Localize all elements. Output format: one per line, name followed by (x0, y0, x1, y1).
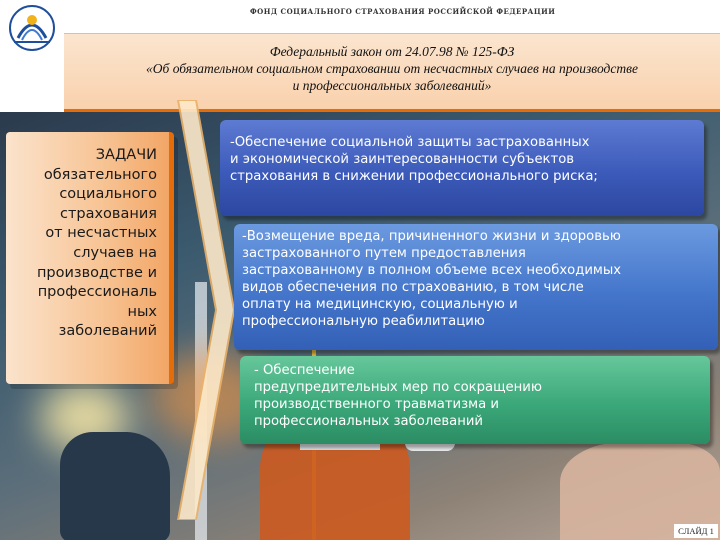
task-line: -Обеспечение социальной защиты застрахованных (230, 135, 590, 150)
fss-emblem-icon (4, 2, 60, 54)
task-line: профессиональных заболеваний (254, 414, 483, 429)
task-line: видов обеспечения по страхованию, в том числе (242, 280, 584, 295)
tasks-line: обязательного (43, 166, 157, 183)
task-line: оплату на медицинскую, социальную и (242, 297, 518, 312)
tasks-line: случаев на (73, 244, 157, 261)
page-title (64, 43, 720, 94)
tasks-line: заболеваний (58, 323, 157, 340)
tasks-line: страхования (59, 205, 157, 222)
task-box-prevention (240, 356, 710, 444)
task-box-social-protection (220, 120, 704, 216)
task-line: - Обеспечение (254, 363, 355, 378)
tasks-line: от несчастных (45, 225, 157, 242)
task-line: и экономической заинтересованности субъектов (230, 152, 575, 167)
slide-header (0, 0, 720, 112)
slide-number: СЛАЙД 1 (674, 524, 718, 538)
task-line: застрахованному в полном объеме всех необходимых (242, 263, 622, 278)
title-line: и профессиональных заболеваний» (292, 78, 492, 93)
tasks-line: ЗАДАЧИ (95, 147, 157, 163)
tasks-line: производстве и (36, 264, 157, 281)
tasks-heading (7, 146, 157, 342)
title-line: «Об обязательном социальном страховании от несчастных случаев на производстве (146, 61, 638, 76)
task-line: страхования в снижении профессионального риска; (230, 169, 598, 184)
title-line: Федеральный закон от 24.07.98 № 125-ФЗ (269, 44, 515, 59)
tasks-line: социального (59, 186, 157, 203)
org-name: ФОНД СОЦИАЛЬНОГО СТРАХОВАНИЯ РОССИЙСКОЙ ФЕДЕРАЦИИ (250, 7, 556, 16)
task-line: -Возмещение вреда, причиненного жизни и здоровью (242, 229, 621, 244)
task-box-compensation (234, 224, 718, 350)
task-line: предупредительных мер по сокращению (254, 380, 542, 395)
tasks-line: ных (127, 303, 157, 320)
task-line: профессиональную реабилитацию (242, 314, 485, 329)
title-band (64, 33, 720, 109)
task-line: производственного травматизма и (254, 397, 499, 412)
tasks-line: профессиональ (37, 284, 157, 301)
task-line: застрахованного путем предоставления (242, 246, 526, 261)
tasks-panel (6, 132, 174, 384)
